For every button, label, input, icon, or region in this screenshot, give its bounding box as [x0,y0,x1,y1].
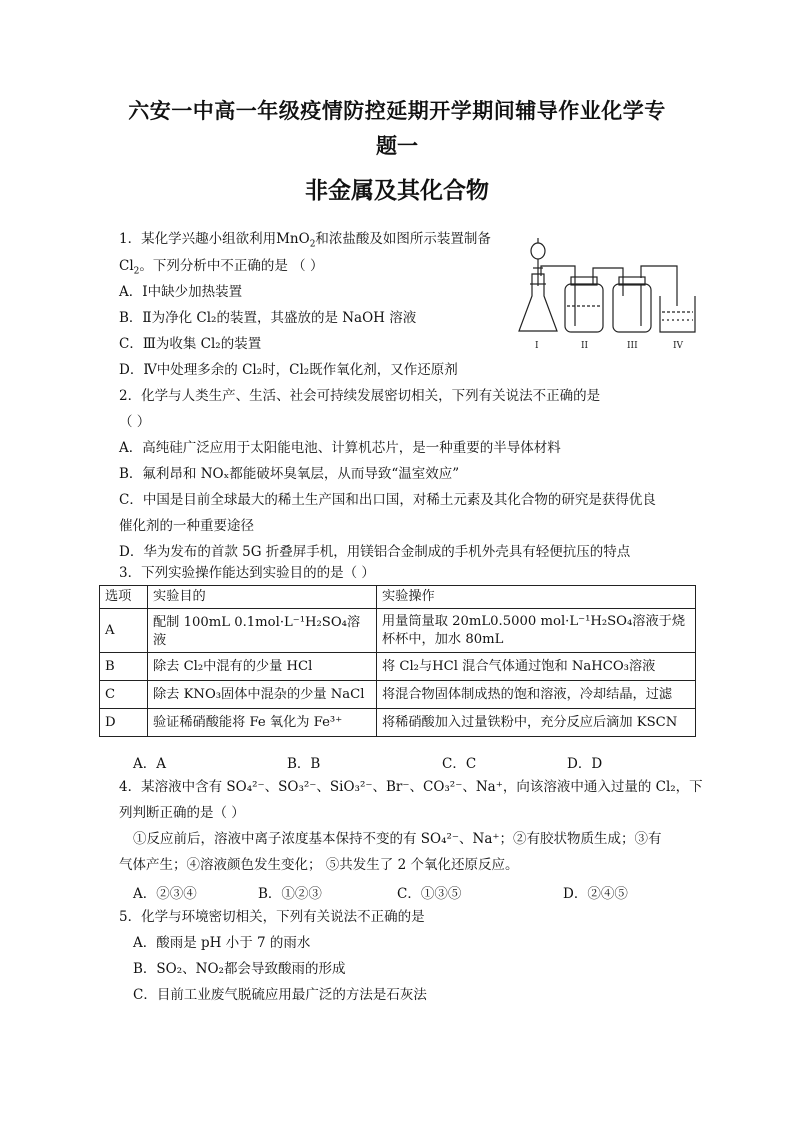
row-d-operation: 将稀硝酸加入过量铁粉中，充分反应后滴加 KSCN [377,709,696,737]
row-d-goal: 验证稀硝酸能将 Fe 氧化为 Fe³⁺ [148,709,377,737]
row-b-option: B [100,653,148,681]
row-c-option: C [100,681,148,709]
table-row [100,681,696,709]
row-a-option: A [100,609,148,653]
q5-option-b: B．SO₂、NO₂都会导致酸雨的形成 [133,961,346,977]
table-row [100,653,696,681]
q1-stem-sub: 2 [309,239,316,250]
label-iv: IV [673,341,684,351]
page-title-line1: 六安一中高一年级疫情防控延期开学期间辅导作业化学专 [128,99,666,123]
q1-stem2-text-a: Cl [119,258,134,274]
q2-stem: 2．化学与人类生产、生活、社会可持续发展密切相关，下列有关说法不正确的是 [119,388,601,404]
q1-option-d: D．Ⅳ中处理多余的 Cl₂时，Cl₂既作氧化剂，又作还原剂 [119,362,458,378]
label-i: I [535,341,539,351]
q4-stem-line2: 列判断正确的是（ ） [119,805,245,821]
header-option: 选项 [100,586,148,609]
q1-stem2-sub: 2 [133,266,140,277]
label-iii: III [627,341,638,351]
bottle-ii [565,284,603,332]
table-row [100,609,696,653]
q3-stem: 3．下列实验操作能达到实验目的的是（ ） [119,565,375,581]
q1-option-a: A．I中缺少加热装置 [119,284,243,300]
q4-choice-a: A．②③④ [133,886,197,902]
q2-option-a: A．高纯硅广泛应用于太阳能电池、计算机芯片，是一种重要的半导体材料 [119,440,561,456]
q1-stem-text-a: 1．某化学兴趣小组欲利用MnO [119,231,310,247]
label-ii: II [581,341,589,351]
q4-choice-d: D．②④⑤ [563,886,628,902]
q2-option-d: D．华为发布的首款 5G 折叠屏手机，用镁铝合金制成的手机外壳具有轻便抗压的特点 [119,544,631,560]
row-a-operation: 用量筒量取 20mL0.5000 mol·L⁻¹H₂SO₄溶液于烧杯杯中，加水 80mL [377,609,696,653]
q1-option-c: C．Ⅲ为收集 Cl₂的装置 [119,336,262,352]
table-row [100,709,696,737]
header-goal: 实验目的 [148,586,377,609]
q5-option-a: A．酸雨是 pH 小于 7 的雨水 [133,935,311,951]
q4-body-line2: 气体产生；④溶液颜色发生变化； ⑤共发生了 2 个氧化还原反应。 [119,857,519,873]
q5-stem: 5．化学与环境密切相关，下列有关说法不正确的是 [119,909,425,925]
q1-option-b: B．Ⅱ为净化 Cl₂的装置，其盛放的是 NaOH 溶液 [119,310,417,326]
q5-option-c: C．目前工业废气脱硫应用最广泛的方法是石灰法 [133,987,427,1003]
q2-option-c: C．中国是目前全球最大的稀土生产国和出口国，对稀土元素及其化合物的研究是获得优良 [119,492,656,508]
q4-body-line1: ①反应前后，溶液中离子浓度基本保持不变的有 SO₄²⁻、Na⁺；②有胶状物质生成；③有 [133,831,662,847]
q2-paren: （ ） [119,414,151,430]
apparatus-figure [505,236,700,368]
q1-stem2-text-b: 。下列分析中不正确的是 （ ） [139,258,324,274]
q3-choice-b: B．B [287,756,321,772]
header-operation: 实验操作 [377,586,696,609]
q3-choice-d: D．D [567,756,603,772]
q1-stem-line1 [119,230,491,254]
q2-option-c-cont: 催化剂的一种重要途径 [119,518,254,534]
q2-option-b: B．氟利昂和 NOₓ都能破坏臭氧层，从而导致“温室效应” [119,466,460,482]
row-c-operation: 将混合物固体制成热的饱和溶液，冷却结晶，过滤 [377,681,696,709]
row-d-option: D [100,709,148,737]
table-header-row [100,586,696,609]
q3-choice-a: A．A [133,756,166,772]
page-subtitle: 非金属及其化合物 [305,178,489,204]
experiment-table [99,585,696,737]
q1-stem-line2 [119,257,323,281]
q4-choice-b: B．①②③ [258,886,322,902]
q4-choice-c: C．①③⑤ [397,886,462,902]
row-b-goal: 除去 Cl₂中混有的少量 HCl [148,653,377,681]
page-title-line2: 题一 [376,134,418,158]
q4-stem-line1: 4．某溶液中含有 SO₄²⁻、SO₃²⁻、SiO₃²⁻、Br⁻、CO₃²⁻、Na⁺，向该溶液中通入过量的 Cl₂，下 [119,779,703,795]
row-b-operation: 将 Cl₂与HCl 混合气体通过饱和 NaHCO₃溶液 [377,653,696,681]
q1-stem-text-b: 和浓盐酸及如图所示装置制备 [315,231,491,247]
bottle-iii [613,284,651,332]
q3-choice-c: C．C [442,756,477,772]
funnel-bulb [531,243,545,259]
row-c-goal: 除去 KNO₃固体中混杂的少量 NaCl [148,681,377,709]
row-a-goal: 配制 100mL 0.1mol·L⁻¹H₂SO₄溶液 [148,609,377,653]
